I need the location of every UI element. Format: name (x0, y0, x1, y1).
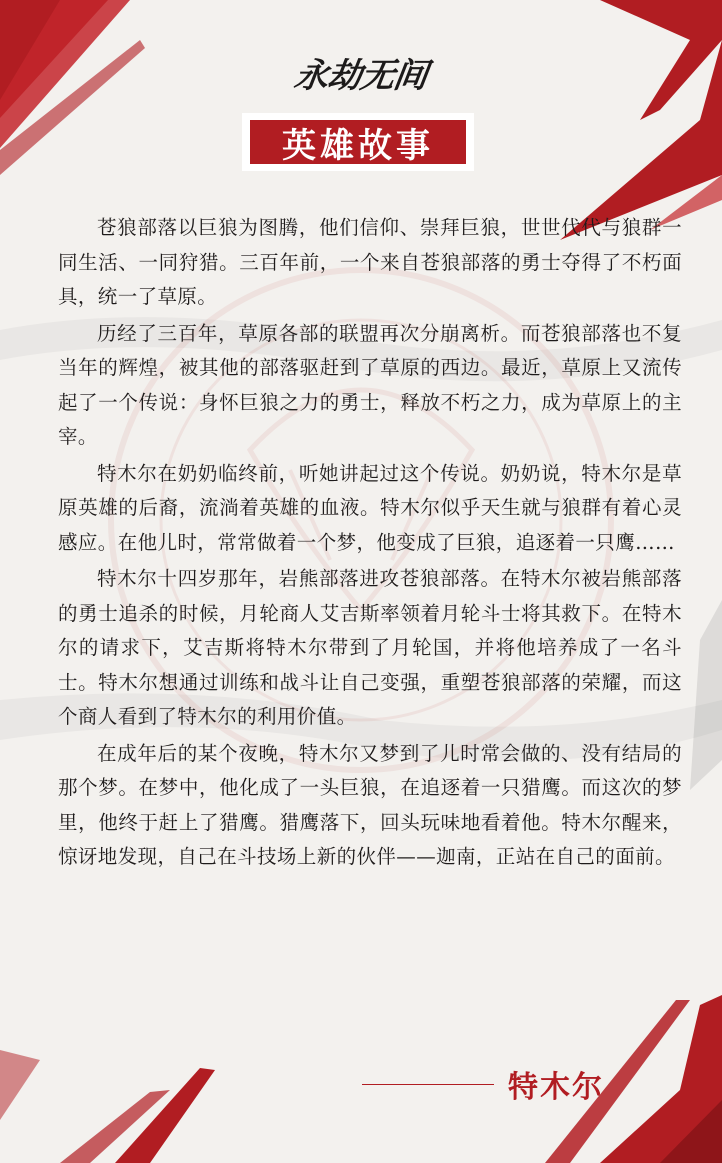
page-title: 英雄故事 (282, 125, 434, 166)
signature-name: 特木尔 (508, 1070, 604, 1105)
story-paragraph: 历经了三百年，草原各部的联盟再次分崩离析。而苍狼部落也不复当年的辉煌，被其他的部落驱赶到了草原的西边。最近，草原上又流传起了一个传说：身怀巨狼之力的勇士，释放不朽之力，成为草原上的主宰。 (58, 321, 682, 448)
brush-stroke-right (690, 600, 722, 790)
game-logo: 永劫无间 (291, 56, 430, 96)
title-banner-fill (250, 120, 466, 164)
brush-stroke-bottom-left (0, 1050, 215, 1163)
signature-divider (362, 1084, 494, 1085)
story-paragraph: 在成年后的某个夜晚，特木尔又梦到了儿时常会做的、没有结局的那个梦。在梦中，他化成了一头巨狼，在追逐着一只猎鹰。而这次的梦里，他终于赶上了猎鹰。猎鹰落下，回头玩味地看着他。特木尔醒来，惊讶地发现，自己在斗技场上新的伙伴——迦南，正站在自己的面前。 (58, 741, 682, 868)
brush-stroke-top-right (560, 0, 722, 240)
title-banner (242, 113, 474, 171)
story-body (58, 211, 682, 875)
story-paragraph: 特木尔十四岁那年，岩熊部落进攻苍狼部落。在特木尔被岩熊部落的勇士追杀的时候，月轮商人艾吉斯率领着月轮斗士将其救下。在特木尔的请求下，艾吉斯将特木尔带到了月轮国，并将他培养成了一名斗士。特木尔想通过训练和战斗让自己变强，重塑苍狼部落的荣耀，而这个商人看到了特木尔的利用价值。 (58, 567, 682, 728)
signature (362, 1062, 622, 1106)
story-paragraph: 苍狼部落以巨狼为图腾，他们信仰、崇拜巨狼，世世代代与狼群一同生活、一同狩猎。三百年前，一个来自苍狼部落的勇士夺得了不朽面具，统一了草原。 (58, 216, 682, 308)
story-paragraph: 特木尔在奶奶临终前，听她讲起过这个传说。奶奶说，特木尔是草原英雄的后裔，流淌着英雄的血液。特木尔似乎天生就与狼群有着心灵感应。在他儿时，常常做着一个梦，他变成了巨狼，追逐着一只鹰…… (58, 461, 682, 554)
